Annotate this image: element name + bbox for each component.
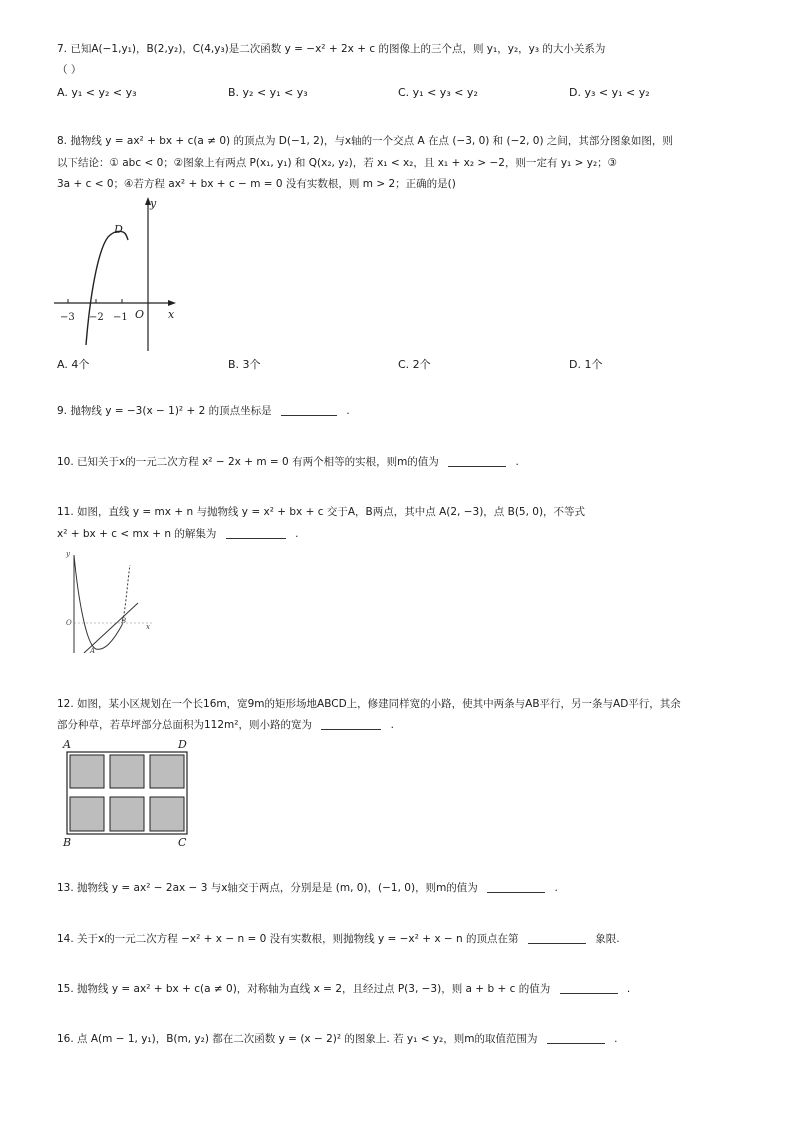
q13-stem: 13. 抛物线 y = ax² − 2ax − 3 与x轴交于两点，分别是是 (m, 0)，(−1, 0)，则m的值为 (57, 882, 478, 894)
q11-point-b-label: B (121, 617, 127, 625)
q15-question (57, 982, 630, 996)
q10-stem: 10. 已知关于x的一元二次方程 x² − 2x + m = 0 有两个相等的实根，则m的值为 (57, 456, 439, 468)
q11-question-line2 (57, 527, 298, 541)
q8-x-arrow (168, 300, 176, 306)
q11-straight-line (84, 603, 138, 653)
q8-tick-label: −3 (60, 312, 75, 323)
q12-lawn-plot (150, 755, 184, 788)
q12-corner-b: B (63, 836, 72, 849)
q11-origin-label: O (66, 619, 72, 627)
q15-stem: 15. 抛物线 y = ax² + bx + c(a ≠ 0)，对称轴为直线 x = 2，且经过点 P(3, −3)，则 a + b + c 的值为 (57, 983, 551, 995)
q8-y-label: y (150, 197, 157, 210)
q8-tick-label: −2 (89, 312, 104, 323)
q8-stem-line1: 8. 抛物线 y = ax² + bx + c(a ≠ 0) 的顶点为 D(−1, 2)，与x轴的一个交点 A 在点 (−3, 0) 和 (−2, 0) 之间，其部分图象如图，则 (57, 135, 673, 147)
q12-answer-blank[interactable] (321, 719, 381, 730)
q11-x-label: x (146, 623, 150, 631)
q7-stem: 7. 已知A(−1,y₁)，B(2,y₂)，C(4,y₃)是二次函数 y = −x² + 2x + c 的图像上的三个点，则 y₁，y₂，y₃ 的大小关系为 (57, 43, 606, 55)
q10-answer-blank[interactable] (448, 456, 506, 467)
q8-origin-label: O (135, 308, 145, 321)
q10-period: . (515, 456, 519, 468)
q8-option-d: D. 1个 (569, 358, 603, 371)
q8-parabola-curve (86, 231, 128, 345)
q11-point-a-label: A (90, 647, 96, 655)
q10-question (57, 455, 519, 469)
q12-lawn-plot (110, 797, 144, 831)
q8-option-c: C. 2个 (398, 358, 431, 371)
q11-parabola-curve (74, 555, 122, 649)
q11-stem-line1: 11. 如图，直线 y = mx + n 与抛物线 y = x² + bx + c 交于A，B两点，其中点 A(2, −3)，点 B(5, 0)，不等式 (57, 506, 586, 518)
q14-stem: 14. 关于x的一元二次方程 −x² + x − n = 0 没有实数根，则抛物线 y = −x² + x − n 的顶点在第 (57, 933, 519, 945)
q7-option-c: C. y₁ < y₃ < y₂ (398, 86, 478, 99)
q12-corner-a: A (63, 738, 71, 751)
q12-field-diagram (58, 737, 198, 849)
q8-vertex-label: D (114, 223, 123, 236)
q13-answer-blank[interactable] (487, 882, 545, 893)
q7-option-d: D. y₃ < y₁ < y₂ (569, 86, 650, 99)
q7-answer-paren: （ ） (57, 64, 82, 76)
q8-stem-line3: 3a + c < 0；④若方程 ax² + bx + c − m = 0 没有实数根，则 m > 2；正确的是() (57, 178, 456, 190)
q16-question (57, 1032, 618, 1046)
q8-option-a: A. 4个 (57, 358, 90, 371)
q8-stem-line2: 以下结论：① abc < 0；②图象上有两点 P(x₁, y₁) 和 Q(x₂, y₂)，若 x₁ < x₂，且 x₁ + x₂ > −2，则一定有 y₁ > y₂；③ (57, 157, 618, 169)
q8-tick-label: −1 (113, 312, 128, 323)
q12-stem-line2: 部分种草，若草坪部分总面积为112m²，则小路的宽为 (57, 719, 312, 731)
q12-period: . (390, 719, 395, 731)
q12-lawn-plot (110, 755, 144, 788)
q12-lawn-plot (70, 797, 104, 831)
q9-period: . (346, 405, 350, 417)
q9-question (57, 404, 350, 418)
q15-answer-blank[interactable] (560, 983, 618, 994)
q12-corner-c: C (178, 836, 187, 849)
q8-option-b: B. 3个 (228, 358, 261, 371)
q7-option-a: A. y₁ < y₂ < y₃ (57, 86, 137, 99)
q14-question (57, 932, 620, 946)
q16-stem: 16. 点 A(m − 1, y₁)，B(m, y₂) 都在二次函数 y = (x − 2)² 的图象上. 若 y₁ < y₂，则m的取值范围为 (57, 1033, 538, 1045)
q14-answer-blank[interactable] (528, 933, 586, 944)
q15-period: . (626, 983, 631, 995)
q16-period: . (614, 1033, 618, 1045)
q9-stem: 9. 抛物线 y = −3(x − 1)² + 2 的顶点坐标是 (57, 405, 272, 417)
q9-answer-blank[interactable] (281, 405, 337, 416)
q12-lawn-plot (70, 755, 104, 788)
q12-question-line2 (57, 718, 394, 732)
q12-corner-d: D (178, 738, 187, 751)
q12-stem-line1: 12. 如图，某小区规划在一个长16m，宽9m的矩形场地ABCD上，修建同样宽的小路，使其中两条与AB平行，另一条与AD平行，其余 (57, 698, 681, 710)
q8-x-label: x (168, 308, 175, 321)
q11-parabola-dotted (122, 565, 130, 625)
q11-y-label: y (66, 550, 70, 558)
q11-stem-line2: x² + bx + c < mx + n 的解集为 (57, 528, 217, 540)
q13-period: . (554, 882, 558, 894)
q12-lawn-plot (150, 797, 184, 831)
q11-period: . (295, 528, 299, 540)
q11-answer-blank[interactable] (226, 528, 286, 539)
q16-answer-blank[interactable] (547, 1033, 605, 1044)
q14-tail: 象限. (595, 933, 620, 945)
q13-question (57, 881, 558, 895)
q8-parabola-graph (50, 195, 185, 355)
q11-parabola-line-graph (60, 547, 155, 655)
q7-option-b: B. y₂ < y₁ < y₃ (228, 86, 308, 99)
